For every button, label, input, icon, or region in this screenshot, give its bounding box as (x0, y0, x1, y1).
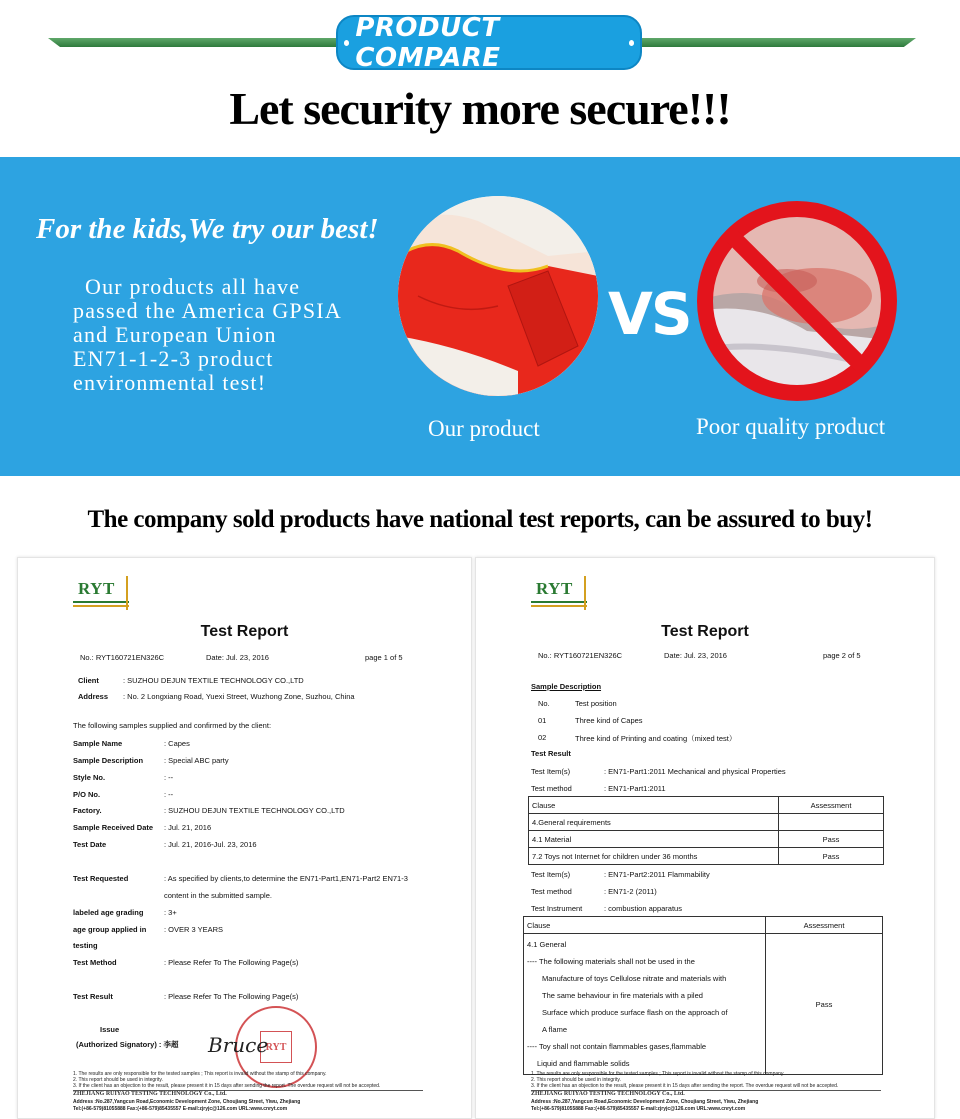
field-value: : SUZHOU DEJUN TEXTILE TECHNOLOGY CO.,LTD (164, 806, 345, 815)
test-report-page-2 (475, 557, 935, 1119)
clause-line: ---- The following materials shall not be used in the (527, 957, 695, 966)
test-instrument-value: : combustion apparatus (604, 904, 682, 913)
note-line: 1. The results are only responsible for the tested samples ; This report is invalid without the stamp of this company. (73, 1071, 327, 1077)
grading-label: labeled age grading (73, 908, 144, 917)
company-name: ZHEJIANG RUIYAO TESTING TECHNOLOGY Co., Ltd. (73, 1091, 227, 1097)
header-cell: Assessment (779, 797, 884, 814)
age-label-cont: testing (73, 941, 98, 950)
test-item-value: : EN71-Part1:2011 Mechanical and physical Properties (604, 767, 786, 776)
company-name: ZHEJIANG RUIYAO TESTING TECHNOLOGY Co., Ltd. (531, 1091, 685, 1097)
header-line-left (48, 38, 348, 47)
clause-line: Liquid and flammable solids (537, 1059, 630, 1068)
field-value: : Jul. 21, 2016-Jul. 23, 2016 (164, 840, 257, 849)
test-method-value: : EN71-Part1:2011 (604, 784, 666, 793)
method-label: Test Method (73, 958, 117, 967)
result-value: : Please Refer To The Following Page(s) (164, 992, 299, 1001)
mechanical-results-table (528, 796, 884, 865)
header-title: PRODUCT COMPARE (355, 12, 501, 73)
clause-line: ---- Toy shall not contain flammables gases,flammable (527, 1042, 707, 1051)
test-method-label: Test method (531, 887, 572, 896)
note-line: 3. If the client has an objection to the result, please present it in 15 days after sending the report. The overdue request will not be accepted. (531, 1083, 839, 1089)
method-value: : Please Refer To The Following Page(s) (164, 958, 299, 967)
field-label: Test Date (73, 840, 107, 849)
field-label: Sample Received Date (73, 823, 154, 832)
report-number: No.: RYT160721EN326C (80, 653, 165, 662)
report-date: Date: Jul. 23, 2016 (664, 651, 727, 660)
header-banner (336, 12, 642, 73)
table-row (529, 848, 884, 865)
col-position: Test position (575, 699, 617, 708)
table-row (529, 831, 884, 848)
field-label: Sample Description (73, 756, 144, 765)
vs-label: VS (608, 280, 691, 348)
grading-value: : 3+ (164, 908, 177, 917)
clause-cell: 4.General requirements (529, 814, 779, 831)
note-line: 1. The results are only responsible for the tested samples ; This report is invalid without the stamp of this company. (531, 1071, 785, 1077)
table-header-row (524, 917, 883, 934)
col-no: No. (538, 699, 550, 708)
signature: Bruce (208, 1033, 269, 1057)
header-line-right (612, 38, 916, 47)
our-product-caption: Our product (428, 416, 540, 441)
note-line: 3. If the client has an objection to the result, please present it in 15 days after sending the report. The overdue request will not be accepted. (73, 1083, 381, 1089)
logo-text: RYT (78, 579, 115, 598)
field-label: Style No. (73, 773, 106, 782)
header-cell: Clause (524, 917, 766, 934)
age-value: : OVER 3 YEARS (164, 925, 224, 934)
header-cell: Clause (529, 797, 779, 814)
client-label: Client (78, 676, 99, 685)
report-date: Date: Jul. 23, 2016 (206, 653, 269, 662)
field-label: Factory. (73, 806, 102, 815)
clause-line: Surface which produce surface flash on the approach of (542, 1008, 728, 1017)
dot-icon (629, 40, 634, 46)
ryt-logo (531, 576, 591, 612)
address-value: : No. 2 Longxiang Road, Yuexi Street, Wuzhong Zone, Suzhou, China (123, 692, 355, 701)
test-item-label: Test Item(s) (531, 767, 571, 776)
item-no: 02 (538, 733, 547, 742)
company-contact: Tel:(+86-579)81055888 Fax:(+86-579)85435557 E-mail:zjryjc@126.com URL:www.cnryt.com (531, 1106, 746, 1112)
report-title: Test Report (661, 623, 749, 640)
header-cell: Assessment (766, 917, 883, 934)
logo-text: RYT (536, 579, 573, 598)
item-no: 01 (538, 716, 547, 725)
signatory-label: (Authorized Signatory) : 李超 (76, 1040, 179, 1049)
address-label: Address (78, 692, 109, 701)
tagline: Let security more secure!!! (229, 83, 731, 134)
clause-line: A flame (542, 1025, 568, 1034)
test-result-heading: Test Result (531, 749, 571, 758)
clause-cell: 4.1 Material (529, 831, 779, 848)
table-row (524, 934, 883, 1075)
stamp-text: RYT (260, 1031, 292, 1063)
note-line: 2. This report should be used in integrity. (531, 1077, 621, 1083)
poor-product-caption: Poor quality product (696, 414, 886, 439)
flammability-results-table (523, 916, 883, 1075)
company-address: Address :No.287,Yangcun Road,Economic Development Zone, Choujiang Street, Yiwu, Zhejiang (73, 1099, 301, 1105)
issue-label: Issue (100, 1025, 120, 1034)
dot-icon (344, 40, 349, 46)
clause-cell: 7.2 Toys not Internet for children under 36 months (529, 848, 779, 865)
requested-value-cont: content in the submitted sample. (164, 891, 272, 900)
result-label: Test Result (73, 992, 113, 1001)
kids-slogan: For the kids,We try our best! (36, 213, 379, 245)
assessment-cell: Pass (779, 848, 884, 865)
clause-cell (524, 934, 766, 1075)
our-product-image (398, 196, 598, 396)
item-position: Three kind of Capes (575, 716, 643, 725)
report-number: No.: RYT160721EN326C (538, 651, 623, 660)
assessment-cell: Pass (766, 934, 883, 1075)
clause-line: Manufacture of toys Cellulose nitrate and materials with (542, 974, 727, 983)
field-value: : -- (164, 790, 174, 799)
client-value: : SUZHOU DEJUN TEXTILE TECHNOLOGY CO.,LTD (123, 676, 304, 685)
field-label: Sample Name (73, 739, 123, 748)
samples-intro: The following samples supplied and confirmed by the client: (73, 721, 272, 730)
test-report-page-1 (17, 557, 472, 1119)
assurance-heading: The company sold products have national test reports, can be assured to buy! (87, 506, 873, 533)
test-item-label: Test Item(s) (531, 870, 571, 879)
item-position: Three kind of Printing and coating（mixed test） (575, 734, 737, 743)
sample-description-heading: Sample Description (531, 682, 602, 691)
test-item-value: : EN71-Part2:2011 Flammability (604, 870, 710, 879)
report-page: page 2 of 5 (823, 651, 861, 660)
certification-text: Our products all have passed the America GPSIA and European Union EN71-1-2-3 product environmental test! (73, 274, 341, 395)
clause-line: 4.1 General (527, 940, 567, 949)
company-contact: Tel:(+86-579)81055888 Fax:(+86-579)85435557 E-mail:zjryjc@126.com URL:www.cnryt.com (73, 1106, 288, 1112)
assessment-cell: Pass (779, 831, 884, 848)
field-value: : Special ABC party (164, 756, 229, 765)
age-label: age group applied in (73, 925, 147, 934)
field-value: : Jul. 21, 2016 (164, 823, 212, 832)
requested-label: Test Requested (73, 874, 129, 883)
field-value: : -- (164, 773, 174, 782)
note-line: 2. This report should be used in integrity. (73, 1077, 163, 1083)
clause-line: The same behaviour in fire materials with a piled (542, 991, 703, 1000)
company-address: Address :No.287,Yangcun Road,Economic Development Zone, Choujiang Street, Yiwu, Zhejiang (531, 1099, 759, 1105)
test-method-value: : EN71-2 (2011) (604, 887, 657, 896)
report-page: page 1 of 5 (365, 653, 403, 662)
field-label: P/O No. (73, 790, 101, 799)
field-value: : Capes (164, 739, 190, 748)
ryt-logo (73, 576, 133, 612)
test-instrument-label: Test Instrument (531, 904, 583, 913)
requested-value: : As specified by clients,to determine the EN71-Part1,EN71-Part2 EN71-3 (164, 874, 408, 883)
table-row (529, 814, 884, 831)
table-header-row (529, 797, 884, 814)
assessment-cell (779, 814, 884, 831)
test-method-label: Test method (531, 784, 572, 793)
report-title: Test Report (200, 623, 289, 640)
poor-product-image (697, 201, 897, 401)
